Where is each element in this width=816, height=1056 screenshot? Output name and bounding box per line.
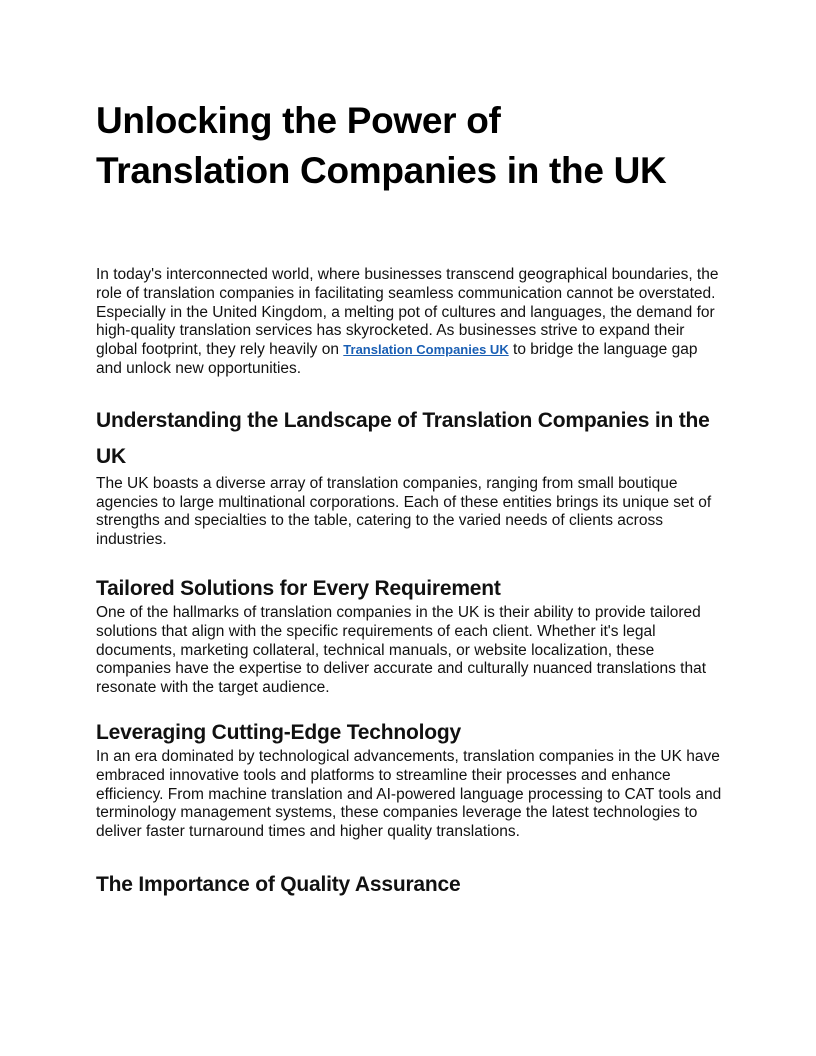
title-line-1: Unlocking the Power of	[96, 100, 501, 141]
section-heading-quality-assurance: The Importance of Quality Assurance	[96, 872, 461, 896]
intro-text-start: In today's interconnected world, where businesses transcend geographical boundaries, the role of translation companies in facilitating seamless communication cannot be overstated. Especially in the United Kingdom, a melting pot of cultures and languages, the demand for high-quality translation services has skyrocketed. As businesses strive to expand their global footprint, they rely heavily on	[96, 266, 719, 359]
intro-text-end: to bridge the language gap and unlock new opportunities.	[96, 341, 698, 377]
section-heading-tailored-solutions: Tailored Solutions for Every Requirement	[96, 576, 501, 600]
translation-companies-uk-link[interactable]: Translation Companies UK	[343, 342, 509, 358]
section-body-tailored-solutions: One of the hallmarks of translation companies in the UK is their ability to provide tailored solutions that align with the specific requirements of each client. Whether it's legal documents, marketing collateral, technical manuals, or website localization, these companies have the expertise to deliver accurate and culturally nuanced translations that resonate with the target audience.	[96, 603, 707, 697]
section-heading-landscape: Understanding the Landscape of Translation Companies in the UK	[96, 408, 710, 468]
section-body-landscape: The UK boasts a diverse array of translation companies, ranging from small boutique agencies to large multinational corporations. Each of these entities brings its unique set of strengths and specialties to the table, catering to the varied needs of clients across industries.	[96, 474, 712, 549]
page-title	[96, 96, 724, 196]
document-page	[96, 96, 724, 900]
title-line-2: Translation Companies in the UK	[96, 150, 667, 191]
section-body-technology: In an era dominated by technological advancements, translation companies in the UK have embraced innovative tools and platforms to streamline their processes and enhance efficiency. From machine translation and AI-powered language processing to CAT tools and terminology management systems, these companies leverage the latest technologies to deliver faster turnaround times and higher quality translations.	[96, 747, 722, 841]
section-heading-technology: Leveraging Cutting-Edge Technology	[96, 720, 461, 744]
intro-paragraph	[96, 266, 724, 379]
